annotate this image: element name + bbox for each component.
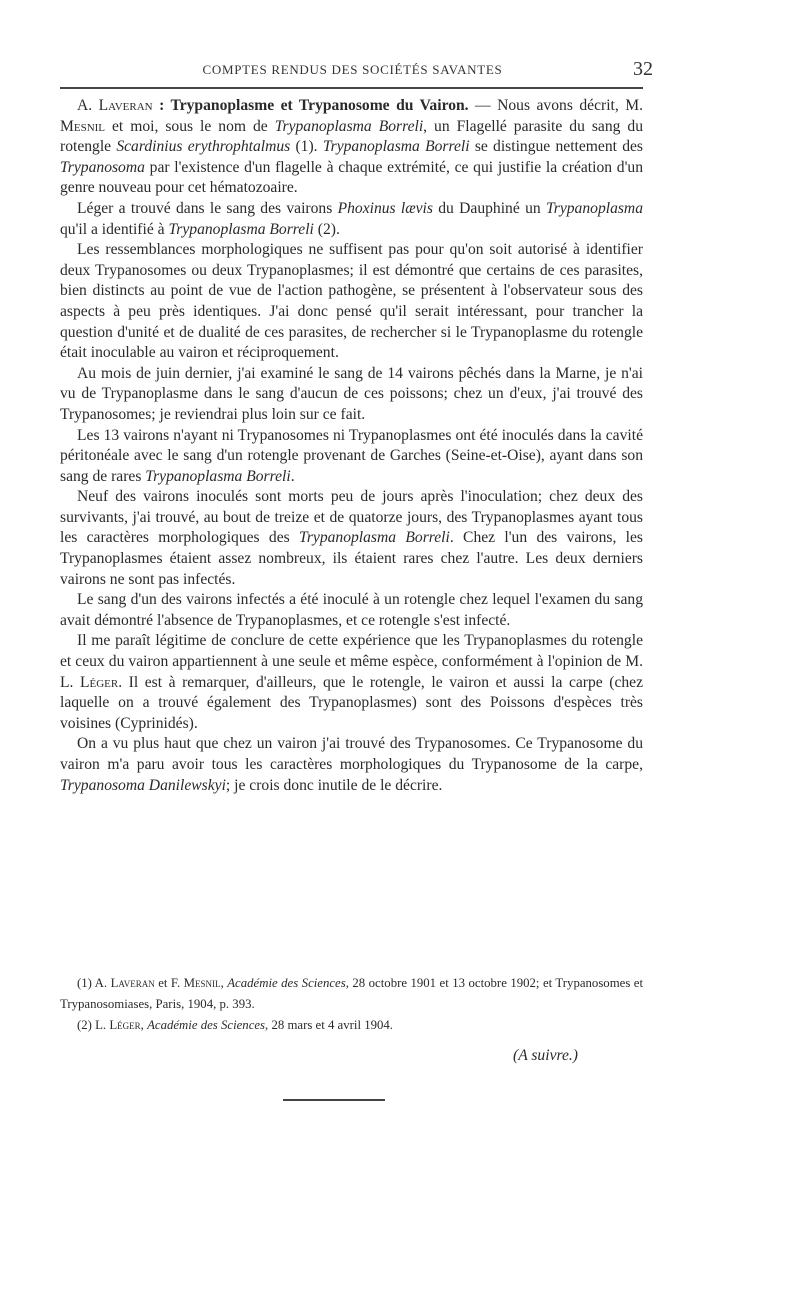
running-title: COMPTES RENDUS DES SOCIÉTÉS SAVANTES xyxy=(202,62,503,77)
paragraph xyxy=(60,734,643,796)
end-rule xyxy=(283,1099,385,1101)
running-head xyxy=(60,58,653,84)
paragraph xyxy=(60,426,643,488)
taxon-name: Trypanoplasma Borreli xyxy=(274,117,424,135)
paragraph xyxy=(60,199,643,240)
taxon-name: Trypanosoma Danilewskyi xyxy=(60,776,226,794)
author-initial: A. xyxy=(77,97,93,114)
text-run: , 28 mars et 4 avril 1904. xyxy=(265,1018,393,1032)
article-title: Trypanoplasme et Trypanosome du Vairon. xyxy=(170,97,469,114)
taxon-name: Trypanoplasma Borreli xyxy=(299,529,450,547)
footnote-2 xyxy=(60,1015,643,1036)
text-run: (2). xyxy=(313,220,340,238)
author-name: Laveran xyxy=(98,97,153,114)
taxon-name: Scardinius erythrophtalmus xyxy=(116,138,291,156)
text-run: par l'existence d'un flagelle à chaque extrémité, ce qui justifie la création d'un genre nouveau pour cet hématozoaire. xyxy=(60,158,643,197)
paragraph xyxy=(60,487,643,590)
header-rule xyxy=(60,87,643,89)
taxon-name: Trypanoplasma Borreli xyxy=(322,138,470,156)
person-name: Léger xyxy=(109,1018,141,1032)
paragraph: Le sang d'un des vairons infectés a été inoculé à un rotengle chez lequel l'examen du sang avait démontré l'absence de Trypanoplasmes, et ce rotengle s'est infecté. xyxy=(60,591,643,629)
text-run: Il me paraît légitime de conclure de cette expérience que les Trypanoplasmes du rotengle et ceux du vairon appartiennent à une seule et même espèce, conformément à l'opinion de M. L. xyxy=(60,632,643,691)
text-run: — Nous avons décrit, M. xyxy=(468,97,643,114)
paragraph: Au mois de juin dernier, j'ai examiné le sang de 14 vairons pêchés dans la Marne, je n'ai vu de Trypanoplasme dans le sang d'aucun de ces poissons; chez un d'eux, j'ai trouvé des Trypanosomes; je reviendrai plus loin sur ce fait. xyxy=(60,364,643,423)
text-run: se distingue nettement des xyxy=(469,138,643,156)
text-run: , xyxy=(220,976,228,990)
continuation-note: (A suivre.) xyxy=(513,1047,578,1064)
text-run: (2) L. xyxy=(77,1018,110,1032)
person-name: Laveran xyxy=(110,976,155,990)
text-run: , un Flagellé parasite du sang du rotengle xyxy=(60,117,643,156)
footnote-1 xyxy=(60,973,643,1015)
taxon-name: Trypanoplasma xyxy=(545,199,643,217)
text-run: qu'il a identifié à xyxy=(60,220,169,238)
taxon-name: Trypanoplasma Borreli xyxy=(168,220,314,238)
text-run: On a vu plus haut que chez un vairon j'ai trouvé des Trypanosomes. Ce Trypanosome du vairon m'a paru avoir tous les caractères morphologiques du Trypanosome de la carpe, xyxy=(60,735,643,773)
text-run: . Chez l'un des vairons, les Trypanoplasmes étaient assez nombreux, ils étaient rares chez l'autre. Les deux derniers vairons ne sont pas infectés. xyxy=(60,529,643,588)
paragraph xyxy=(60,631,643,734)
text-run: (1) A. xyxy=(77,976,111,990)
text-run: , 28 octobre 1901 et 13 octobre 1902; et Trypanosomes et Trypanosomiases, Paris, 1904, p. 393. xyxy=(60,976,644,1011)
page-number: 32 xyxy=(633,58,653,80)
text-run: et moi, sous le nom de xyxy=(105,117,275,135)
title-separator: : xyxy=(152,97,171,114)
person-name: Léger xyxy=(79,673,119,691)
text-run: , xyxy=(140,1018,148,1032)
journal-name: Académie des Sciences xyxy=(227,976,346,990)
article-body xyxy=(60,96,643,796)
taxon-name: Phoxinus lævis xyxy=(337,199,433,217)
taxon-name: Trypanosoma xyxy=(60,158,145,176)
paragraph xyxy=(60,96,643,199)
taxon-name: Trypanoplasma Borreli xyxy=(145,467,291,485)
text-run: Neuf des vairons inoculés sont morts peu de jours après l'inoculation; chez deux des survivants, j'ai trouvé, au bout de treize et de quatorze jours, des Trypanoplasmes ayant tous les caractères morphologiques des xyxy=(60,488,643,547)
text-run: du Dauphiné un xyxy=(432,199,546,217)
journal-name: Académie des Sciences xyxy=(147,1018,266,1032)
footnotes xyxy=(60,973,643,1036)
paragraph: Les ressemblances morphologiques ne suffisent pas pour qu'on soit autorisé à identifier deux Trypanosomes ou deux Trypanoplasmes; il est démontré que certains de ces parasites, bien distincts au point de vue de l'action pathogène, se présentent à l'observateur sous des aspects à peu près identiques. J'ai donc pensé qu'il serait intéressant, pour trancher la question d'unité et de dualité de ces parasites, de rechercher si le Trypanoplasme du rotengle était inoculable au vairon et réciproquement. xyxy=(60,241,643,362)
text-run: Les 13 vairons n'ayant ni Trypanosomes ni Trypanoplasmes ont été inoculés dans la cavité péritonéale avec le sang d'un rotengle provenant de Garches (Seine-et-Oise), ayant dans son sang de rares xyxy=(60,426,643,485)
text-run: . Il est à remarquer, d'ailleurs, que le rotengle, le vairon et aussi la carpe (chez laquelle on a trouvé également des Trypanoplasmes) sont des Poissons d'espèces très voisines (Cyprinidés). xyxy=(60,673,643,732)
text-run: ; je crois donc inutile de le décrire. xyxy=(225,776,443,794)
text-run: (1). xyxy=(290,138,323,156)
text-run: . xyxy=(290,467,295,485)
person-name: Mesnil xyxy=(183,976,221,990)
text-run: et F. xyxy=(154,976,184,990)
text-run: Léger a trouvé dans le sang des vairons xyxy=(77,199,338,217)
person-name: Mesnil xyxy=(60,117,106,135)
